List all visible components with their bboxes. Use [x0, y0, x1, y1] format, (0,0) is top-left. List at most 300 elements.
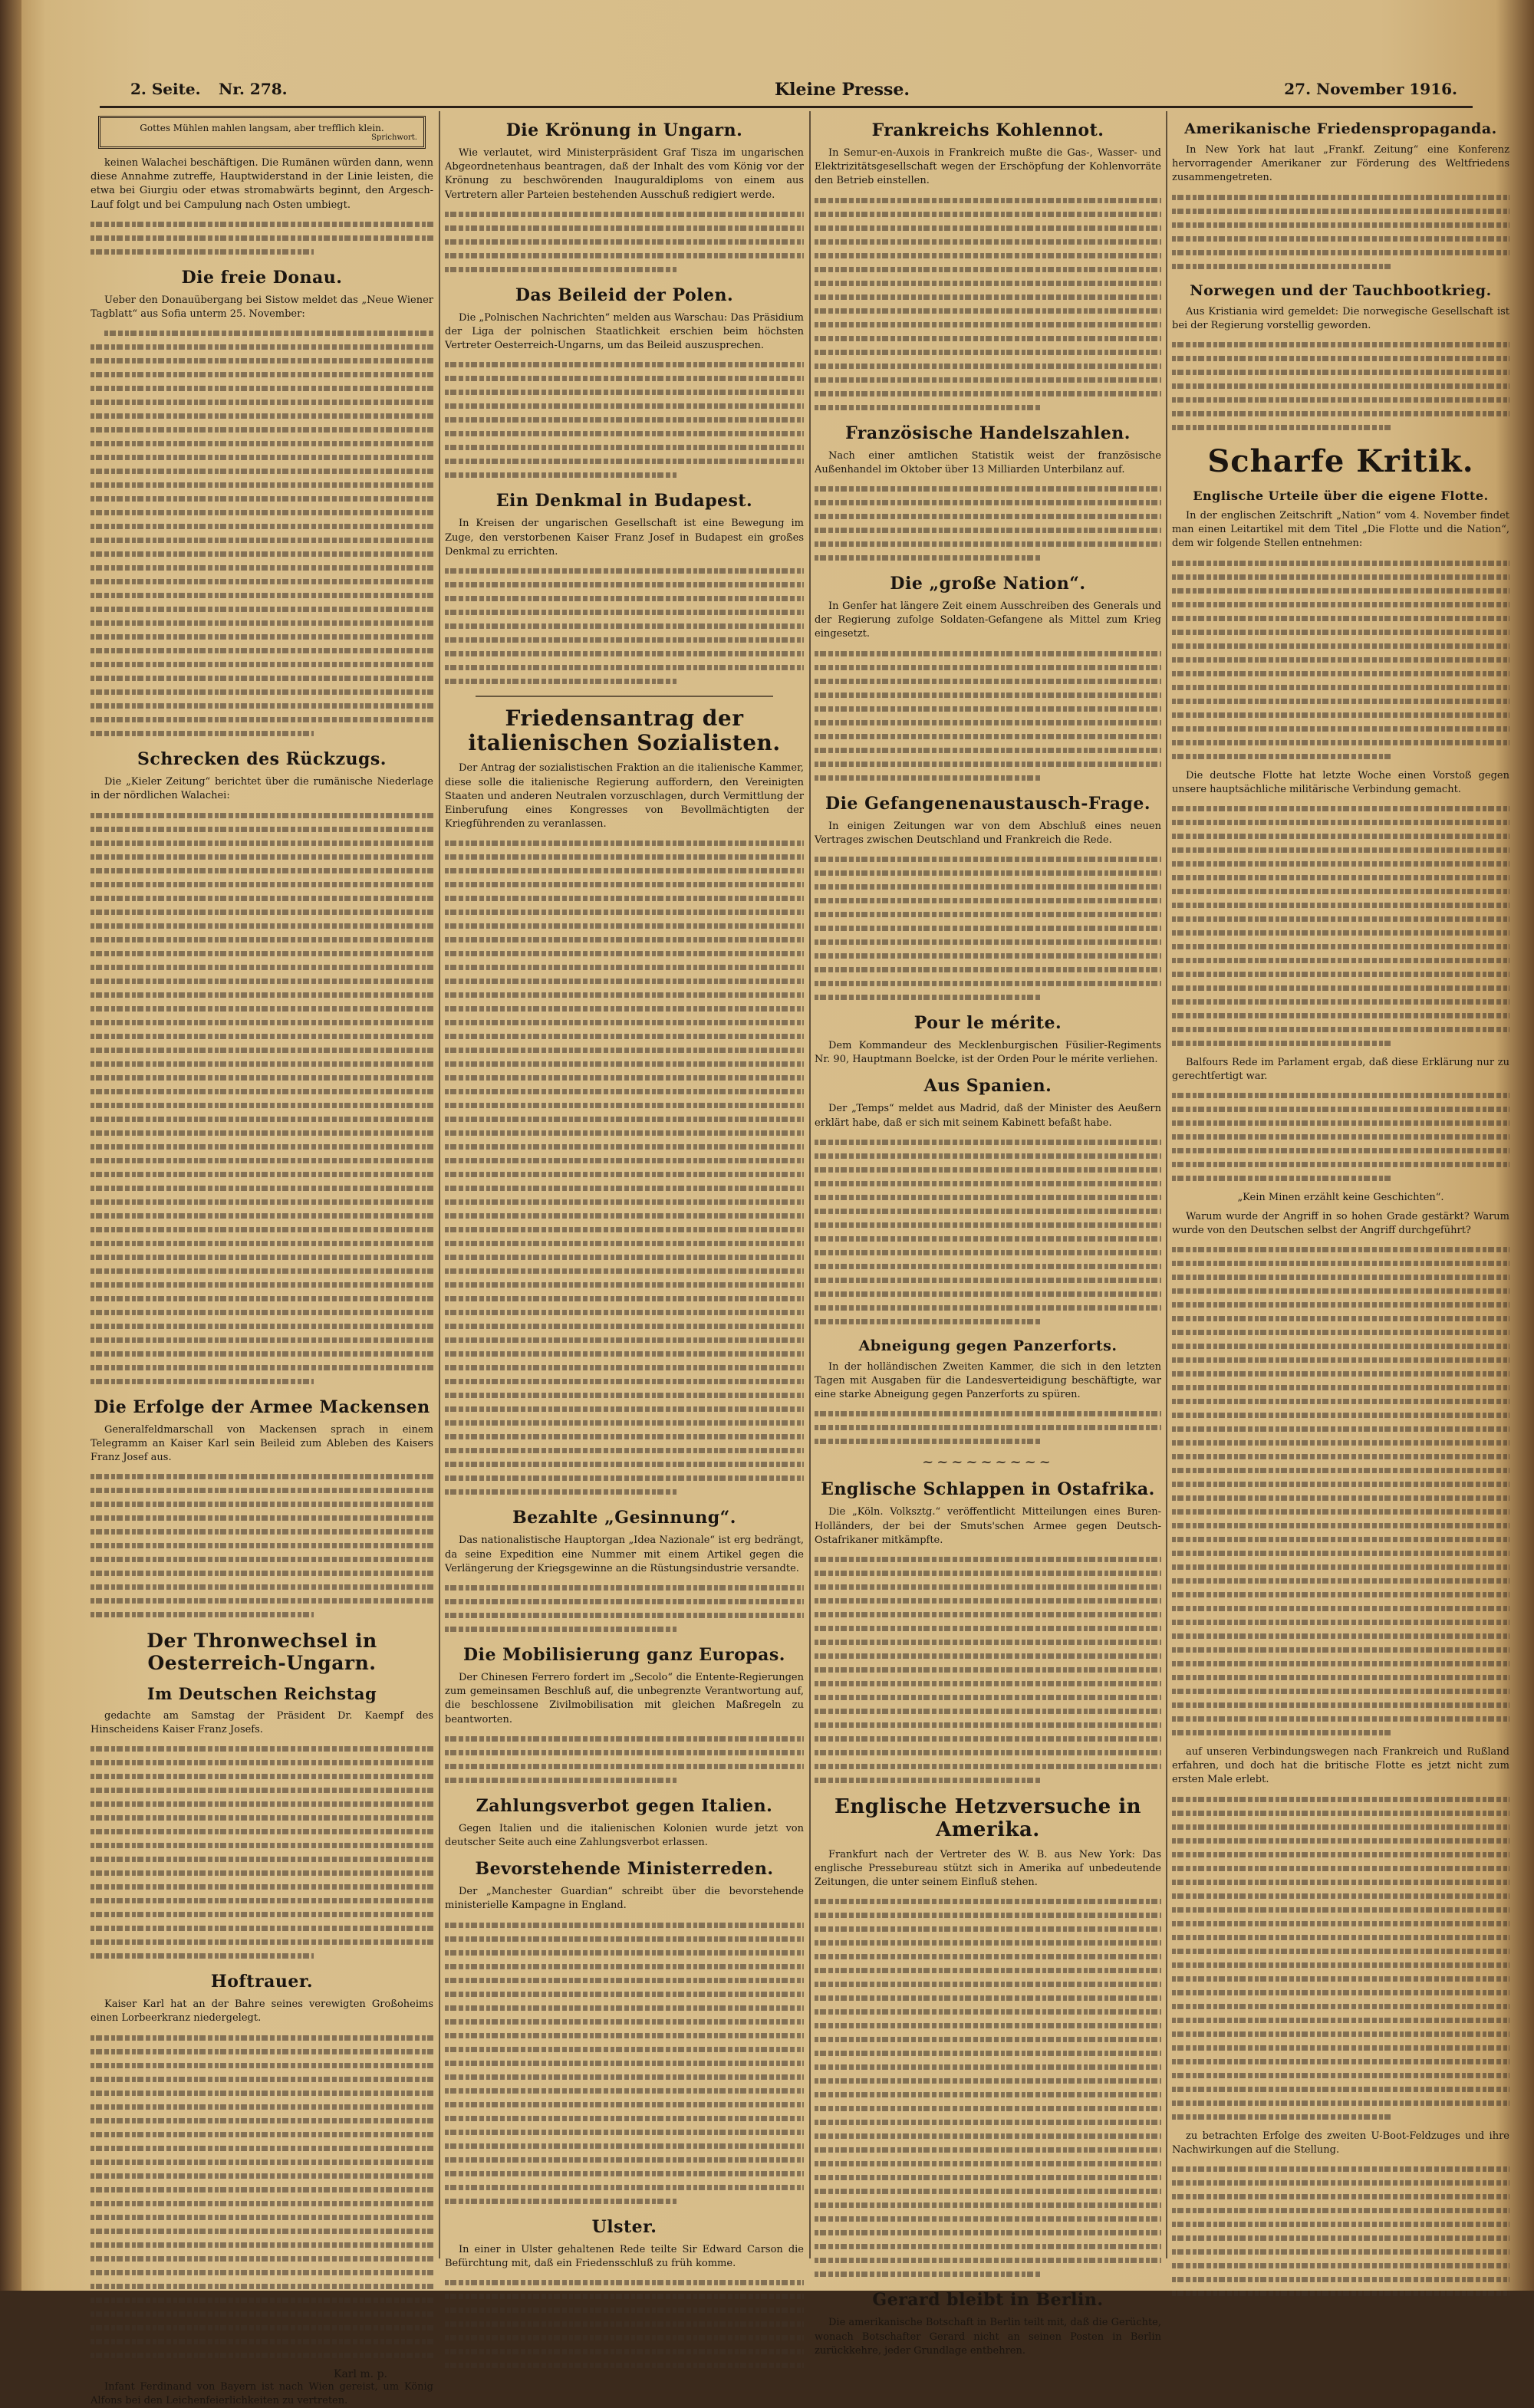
article-text: In Genfer hat längere Zeit einem Ausschreiben des Generals und der Regierung zufolge Soldaten-Gefangene als Mittel zum Krieg eingesetzt.	[815, 600, 1161, 640]
article-text: In New York hat laut „Frankf. Zeitung“ eine Konferenz hervorragender Amerikaner zur Förderung des Weltfriedens zusammengetreten.	[1172, 144, 1509, 184]
text-line	[445, 1987, 804, 2001]
article-heading: Die Erfolge der Armee Mackensen	[94, 1396, 430, 1417]
text-line	[1172, 1999, 1509, 2013]
text-line	[815, 1314, 1161, 1328]
text-line	[1172, 1560, 1509, 1574]
article-text: In einigen Zeitungen war von dem Abschluß eines neuen Vertrages zwischen Deutschland und Frankreich die Rede.	[815, 820, 1161, 846]
article-text: Die „Polnischen Nachrichten“ melden aus Warschau: Das Präsidium der Liga der polnischen Staatlichkeit erschien beim höchsten Vertreter Oesterreich-Ungarns, um das Beileid auszusprechen.	[445, 311, 804, 352]
text-line	[91, 1181, 433, 1195]
text-line	[815, 976, 1161, 990]
column-4	[1172, 111, 1509, 2266]
text-line	[91, 1538, 433, 1552]
text-line	[1172, 2110, 1509, 2123]
text-line	[91, 1469, 433, 1483]
text-line	[1172, 2286, 1509, 2300]
text-line	[91, 1167, 433, 1181]
text-line	[445, 2111, 804, 2125]
article-heading: Bezahlte „Gesinnung“.	[512, 1508, 736, 1528]
text-line	[1172, 1684, 1509, 1698]
text-line	[445, 1594, 804, 1608]
text-block	[91, 1742, 433, 1962]
text-line	[815, 907, 1161, 921]
text-block	[1172, 337, 1509, 434]
text-line	[1172, 218, 1509, 232]
article-heading: Norwegen und der Tauchbootkrieg.	[1190, 281, 1492, 299]
article-heading: Amerikanische Friedenspropaganda.	[1184, 120, 1497, 137]
text-line	[445, 1608, 804, 1622]
article-heading: Friedensantrag der italienischen Sozialisten.	[468, 706, 781, 756]
text-line	[815, 1287, 1161, 1301]
text-line	[91, 1552, 433, 1566]
text-line	[815, 771, 1161, 785]
text-line	[1172, 625, 1509, 639]
text-line	[815, 235, 1161, 248]
text-line	[815, 276, 1161, 290]
text-line	[91, 850, 433, 864]
article-text: gedachte am Samstag der Präsident Dr. Kaempf des Hinscheidens Kaiser Franz Josefs.	[91, 1709, 433, 1735]
text-line	[1172, 1889, 1509, 1903]
text-line	[1172, 815, 1509, 829]
text-line	[445, 2289, 804, 2303]
text-line	[445, 1918, 804, 1932]
article-subheading: Englische Urteile über die eigene Flotte.	[1193, 489, 1489, 504]
text-line	[815, 509, 1161, 523]
text-line	[91, 2321, 433, 2334]
text-line	[445, 605, 804, 619]
text-block	[815, 1894, 1161, 2281]
text-line	[815, 1163, 1161, 1176]
text-line	[445, 1773, 804, 1787]
text-line	[91, 326, 433, 340]
text-line	[1172, 1325, 1509, 1339]
text-line	[815, 1676, 1161, 1690]
text-line	[91, 505, 433, 519]
text-line	[815, 866, 1161, 880]
article-text: zu betrachten Erfolge des zweiten U-Boot-Feldzuges und ihre Nachwirkungen auf die Stellung.	[1172, 2130, 1509, 2156]
text-line	[1172, 981, 1509, 995]
text-line	[91, 1483, 433, 1497]
text-line	[445, 262, 804, 276]
text-line	[1172, 939, 1509, 953]
text-block	[445, 357, 804, 482]
text-line	[91, 2031, 433, 2044]
text-line	[1172, 1944, 1509, 1958]
text-line	[815, 688, 1161, 702]
text-line	[815, 345, 1161, 359]
text-line	[1172, 1242, 1509, 1256]
text-line	[91, 1594, 433, 1607]
text-line	[1172, 393, 1509, 406]
text-line	[445, 2275, 804, 2289]
text-line	[815, 1259, 1161, 1273]
text-line	[445, 1126, 804, 1140]
text-line	[1172, 1491, 1509, 1505]
text-line	[445, 426, 804, 440]
text-block	[445, 1581, 804, 1636]
text-line	[91, 533, 433, 547]
article-text: In Semur-en-Auxois in Frankreich mußte die Gas-, Wasser- und Elektrizitätsgesellschaft wegen der Erschöpfung der Kohlenvorräte den Betrieb einstellen.	[815, 147, 1161, 187]
article-text: Der Antrag der sozialistischen Fraktion an die italienische Kammer, diese solle die italienische Regierung auffordern, den Vereinigten Staaten und anderen Neutralen vorzuschlagen, durch Vermittlung der Einberufung eines Kongresses von Bevollmächtigten der Kriegführenden zu veranlassen.	[445, 762, 804, 831]
text-line	[91, 1797, 433, 1811]
text-line	[445, 646, 804, 660]
text-line	[445, 919, 804, 933]
text-block	[91, 808, 433, 1388]
text-line	[91, 1497, 433, 1511]
text-line	[445, 1360, 804, 1374]
text-line	[1172, 1477, 1509, 1491]
text-line	[445, 877, 804, 891]
text-line	[445, 2070, 804, 2084]
article-heading: Frankreichs Kohlennot.	[871, 120, 1104, 140]
article-text: In einer in Ulster gehaltenen Rede teilte Sir Edward Carson die Befürchtung mit, daß ein Friedensschluß zu früh komme.	[445, 2243, 804, 2269]
text-line	[91, 891, 433, 905]
article-text: Der „Temps“ meldet aus Madrid, daß der Minister des Aeußern erklärt habe, daß er sich mit seinem Kabinett befaßt habe.	[815, 1103, 1161, 1129]
article-text: In Kreisen der ungarischen Gesellschaft ist eine Bewegung im Zuge, den verstorbenen Kaiser Franz Josef in Budapest ein großes Denkmal zu errichten.	[445, 518, 804, 558]
text-line	[445, 1195, 804, 1209]
text-line	[1172, 2096, 1509, 2110]
text-line	[1172, 2162, 1509, 2176]
text-block	[445, 564, 804, 688]
text-line	[1172, 2054, 1509, 2068]
text-line	[815, 646, 1161, 660]
ornament-divider: ~~~~~~~~~	[922, 1454, 1054, 1471]
text-line	[815, 1273, 1161, 1287]
text-line	[1172, 1670, 1509, 1684]
text-line	[815, 1732, 1161, 1745]
text-line	[1172, 570, 1509, 584]
text-line	[91, 2210, 433, 2224]
text-block	[815, 1552, 1161, 1787]
article-heading: Die „große Nation“.	[890, 574, 1086, 594]
text-line	[815, 221, 1161, 235]
text-line	[445, 1622, 804, 1636]
text-line	[445, 1319, 804, 1333]
issue-date: 27. November 1916.	[1284, 80, 1457, 98]
text-line	[1172, 2203, 1509, 2217]
text-line	[445, 1946, 804, 1959]
text-block	[91, 326, 433, 740]
text-line	[1172, 735, 1509, 749]
text-line	[91, 588, 433, 602]
text-line	[445, 988, 804, 1002]
text-line	[91, 1071, 433, 1084]
text-line	[91, 1607, 433, 1621]
text-line	[815, 317, 1161, 331]
text-line	[815, 1718, 1161, 1732]
text-line	[1172, 749, 1509, 763]
text-line	[1172, 337, 1509, 351]
text-line	[445, 371, 804, 385]
text-line	[1172, 1380, 1509, 1394]
text-line	[445, 564, 804, 577]
text-block	[445, 1918, 804, 2208]
text-line	[91, 1264, 433, 1278]
text-line	[815, 729, 1161, 743]
text-line	[445, 1305, 804, 1319]
text-line	[1172, 1820, 1509, 1834]
article-heading: Pour le mérite.	[913, 1013, 1062, 1034]
text-line	[445, 2028, 804, 2042]
text-line	[1172, 1102, 1509, 1116]
text-line	[445, 1581, 804, 1594]
text-block	[1172, 1242, 1509, 1739]
text-block	[815, 852, 1161, 1004]
text-line	[91, 2127, 433, 2141]
text-line	[91, 1880, 433, 1893]
text-line	[91, 2196, 433, 2210]
text-line	[815, 1894, 1161, 1908]
text-line	[1172, 1408, 1509, 1422]
text-line	[1172, 653, 1509, 666]
article-text: In der holländischen Zweiten Kammer, die sich in den letzten Tagen mit Ausgaben für die Landesverteidigung beschäftigte, war eine starke Abneigung gegen Panzerforts zu spüren.	[815, 1360, 1161, 1401]
column-divider	[439, 111, 440, 2258]
text-line	[91, 561, 433, 574]
text-line	[91, 960, 433, 974]
text-line	[445, 2358, 804, 2372]
text-line	[445, 1222, 804, 1236]
text-line	[445, 385, 804, 399]
article-text: Die „Kieler Zeitung“ berichtet über die rumänische Niederlage in der nördlichen Walachei:	[91, 776, 433, 802]
text-block	[445, 836, 804, 1498]
text-line	[445, 933, 804, 946]
text-line	[91, 492, 433, 505]
article-heading: Der Thronwechsel in Oesterreich-Ungarn.	[146, 1630, 377, 1674]
text-line	[91, 1222, 433, 1236]
text-line	[445, 1429, 804, 1443]
text-block	[445, 207, 804, 276]
text-line	[91, 933, 433, 946]
text-line	[91, 1098, 433, 1112]
article-heading: Das Beileid der Polen.	[515, 285, 734, 305]
text-line	[1172, 1157, 1509, 1171]
text-line	[445, 1959, 804, 1973]
text-line	[1172, 912, 1509, 926]
text-line	[91, 822, 433, 836]
text-line	[1172, 870, 1509, 884]
text-line	[815, 1149, 1161, 1163]
text-line	[815, 1704, 1161, 1718]
text-line	[815, 1908, 1161, 1922]
text-line	[815, 1245, 1161, 1259]
text-line	[91, 1126, 433, 1140]
text-line	[1172, 1629, 1509, 1643]
text-line	[445, 440, 804, 454]
text-line	[1172, 2189, 1509, 2203]
motto-text: Gottes Mühlen mahlen langsam, aber trefflich klein.	[140, 123, 384, 133]
text-line	[815, 207, 1161, 221]
article-heading: Die Krönung in Ungarn.	[505, 120, 743, 140]
text-line	[91, 1360, 433, 1374]
text-line	[1172, 1656, 1509, 1670]
text-line	[815, 1406, 1161, 1420]
text-line	[1172, 1449, 1509, 1463]
text-line	[91, 436, 433, 450]
text-line	[91, 1015, 433, 1029]
text-line	[445, 1015, 804, 1029]
text-line	[815, 1607, 1161, 1621]
text-line	[445, 2331, 804, 2344]
text-line	[91, 1893, 433, 1907]
text-line	[1172, 1505, 1509, 1518]
text-line	[1172, 926, 1509, 939]
text-line	[91, 808, 433, 822]
text-line	[815, 1434, 1161, 1448]
text-line	[91, 2224, 433, 2238]
article-text: Aus Kristiania wird gemeldet: Die norwegische Gesellschaft ist bei der Regierung vorstellig geworden.	[1172, 305, 1509, 331]
column-3	[815, 111, 1161, 2357]
text-line	[1172, 666, 1509, 680]
text-line	[815, 1745, 1161, 1759]
header-rule	[100, 106, 1473, 108]
text-line	[1172, 680, 1509, 694]
text-line	[91, 2238, 433, 2252]
text-line	[91, 1580, 433, 1594]
text-line	[815, 715, 1161, 729]
text-line	[445, 2344, 804, 2358]
text-line	[445, 864, 804, 877]
text-line	[91, 1783, 433, 1797]
text-line	[91, 1153, 433, 1167]
text-line	[1172, 1725, 1509, 1739]
text-line	[815, 2115, 1161, 2129]
text-line	[815, 1135, 1161, 1149]
text-line	[91, 864, 433, 877]
text-line	[815, 551, 1161, 564]
text-line	[815, 949, 1161, 962]
text-line	[91, 1838, 433, 1852]
text-line	[91, 1305, 433, 1319]
text-line	[1172, 1847, 1509, 1861]
article-heading: Französische Handelszahlen.	[845, 423, 1131, 443]
text-line	[91, 1140, 433, 1153]
text-line	[91, 1319, 433, 1333]
text-line	[91, 919, 433, 933]
text-block	[815, 1406, 1161, 1448]
text-line	[1172, 259, 1509, 273]
text-line	[91, 231, 433, 245]
text-line	[1172, 639, 1509, 653]
text-line	[445, 1029, 804, 1043]
text-line	[815, 893, 1161, 907]
text-block	[1172, 556, 1509, 763]
text-line	[815, 2225, 1161, 2239]
motto-source: Sprichwort.	[371, 133, 417, 142]
text-line	[1172, 1463, 1509, 1477]
text-line	[1172, 898, 1509, 912]
text-line	[445, 1181, 804, 1195]
text-line	[1172, 1008, 1509, 1022]
text-line	[1172, 420, 1509, 434]
text-line	[445, 235, 804, 248]
text-line	[1172, 190, 1509, 204]
text-line	[815, 304, 1161, 317]
article-text: „Kein Minen erzählt keine Geschichten“.	[1237, 1192, 1444, 1204]
article-heading: Die Mobilisierung ganz Europas.	[463, 1645, 785, 1666]
text-line	[91, 2086, 433, 2100]
text-line	[445, 891, 804, 905]
page-number: 2. Seite.	[130, 80, 201, 98]
article-text: Die amerikanische Botschaft in Berlin teilt mit, daß die Gerüchte, wonach Botschafter Gerard nicht an seinen Posten in Berlin zurückkehre, jeder Grundlage entbehren.	[815, 2317, 1161, 2357]
text-line	[815, 2184, 1161, 2198]
text-line	[815, 193, 1161, 207]
text-line	[815, 400, 1161, 414]
text-line	[1172, 2041, 1509, 2054]
text-line	[1172, 1574, 1509, 1587]
text-line	[91, 2044, 433, 2058]
text-line	[815, 331, 1161, 345]
text-block	[815, 193, 1161, 414]
article-text: In der englischen Zeitschrift „Nation“ vom 4. November findet man einen Leitartikel mit dem Titel „Die Flotte und die Nation“, dem wir folgende Stellen entnehmen:	[1172, 510, 1509, 550]
text-line	[815, 359, 1161, 373]
text-line	[91, 877, 433, 891]
text-line	[91, 1347, 433, 1360]
text-line	[1172, 2027, 1509, 2041]
text-line	[1172, 379, 1509, 393]
text-line	[91, 602, 433, 616]
text-line	[1172, 1698, 1509, 1712]
text-line	[445, 1098, 804, 1112]
text-line	[1172, 232, 1509, 245]
article-text: Wie verlautet, wird Ministerpräsident Graf Tisza im ungarischen Abgeordnetenhaus beantragen, daß der Inhalt des vom König vor der Krönung zu beschwörenden Inauguraldiploms von einem aus Vertretern aller Parteien bestehenden Ausschuß redigiert werde.	[445, 147, 804, 201]
text-line	[91, 905, 433, 919]
text-line	[91, 1769, 433, 1783]
text-line	[445, 850, 804, 864]
text-line	[91, 685, 433, 699]
text-line	[1172, 843, 1509, 857]
text-line	[1172, 1916, 1509, 1930]
text-line	[1172, 611, 1509, 625]
text-line	[91, 836, 433, 850]
text-line	[91, 574, 433, 588]
text-block	[1172, 2162, 1509, 2300]
text-line	[1172, 1088, 1509, 1102]
article-text: Ueber den Donauübergang bei Sistow meldet das „Neue Wiener Tagblatt“ aus Sofia unterm 25. November:	[91, 294, 433, 321]
text-line	[445, 2153, 804, 2166]
text-line	[445, 660, 804, 674]
text-line	[91, 657, 433, 671]
text-line	[91, 1057, 433, 1071]
article-subheading: Im Deutschen Reichstag	[146, 1683, 377, 1703]
motto-box	[98, 116, 426, 149]
text-line	[91, 1742, 433, 1755]
text-line	[91, 1043, 433, 1057]
text-line	[1172, 2217, 1509, 2231]
text-line	[1172, 2068, 1509, 2082]
text-line	[1172, 884, 1509, 898]
text-line	[815, 2253, 1161, 2267]
text-line	[1172, 1353, 1509, 1367]
article-heading: Ulster.	[591, 2216, 657, 2237]
article-heading: Die freie Donau.	[181, 267, 343, 288]
text-line	[445, 1388, 804, 1402]
text-line	[91, 1811, 433, 1824]
text-line	[91, 2279, 433, 2293]
text-line	[91, 478, 433, 492]
text-line	[91, 464, 433, 478]
text-line	[815, 2156, 1161, 2170]
text-line	[445, 619, 804, 633]
text-line	[1172, 2272, 1509, 2286]
text-line	[1172, 1903, 1509, 1916]
text-line	[91, 519, 433, 533]
text-line	[1172, 2082, 1509, 2096]
text-line	[91, 616, 433, 630]
article-text: Das nationalistische Hauptorgan „Idea Nazionale“ ist erg bedrängt, da seine Expedition eine Nummer mit einem Artikel gegen die Verlängerung der Kriegsgewinne an die Rüstungsindustrie versandte.	[445, 1535, 804, 1574]
text-line	[815, 2170, 1161, 2184]
text-line	[445, 1471, 804, 1485]
text-line	[1172, 1930, 1509, 1944]
text-line	[445, 2056, 804, 2070]
